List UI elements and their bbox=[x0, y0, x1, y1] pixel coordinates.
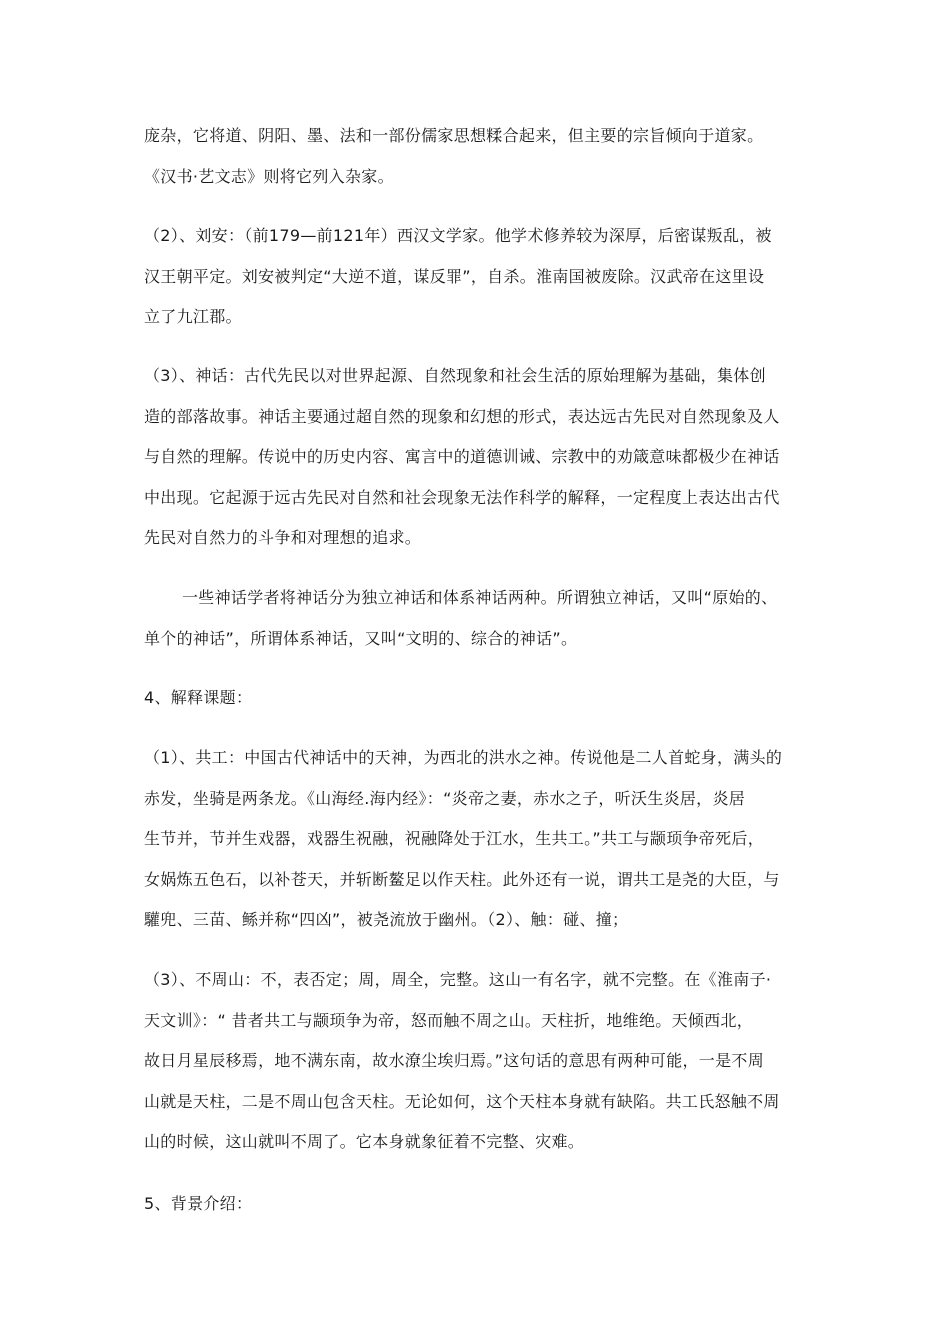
text-line: 单个的神话”，所谓体系神话，又叫“文明的、综合的神话”。 bbox=[144, 628, 578, 648]
text-line: 山的时候，这山就叫不周了。它本身就象征着不完整、灾难。 bbox=[144, 1132, 585, 1151]
text-line: 4、解释课题： bbox=[144, 688, 253, 707]
paragraph-buzhoushan bbox=[144, 960, 814, 1163]
text-line: 故日月星辰移焉，地不满东南，故水潦尘埃归焉。”这句话的意思有两种可能，一是不周 bbox=[144, 1051, 764, 1070]
text-line: 山就是天柱，二是不周山包含天柱。无论如何，这个天柱本身就有缺陷。共工氏怒触不周 bbox=[144, 1091, 780, 1111]
text-line: 生节并，节并生戏器，戏器生祝融，祝融降处于江水，生共工。”共工与颛顼争帝死后， bbox=[144, 829, 764, 848]
text-line: 5、背景介绍： bbox=[144, 1194, 253, 1213]
text-line: 汉王朝平定。刘安被判定“大逆不道，谋反罪”，自杀。淮南国被废除。汉武帝在这里设 bbox=[144, 266, 765, 286]
text-line: 赤发，坐骑是两条龙。《山海经.海内经》：“炎帝之妻，赤水之子，听沃生炎居，炎居 bbox=[144, 788, 746, 808]
paragraph-intro bbox=[144, 116, 814, 197]
text-line: （3）、不周山：不，表否定；周，周全，完整。这山一有名字，就不完整。在《淮南子· bbox=[144, 970, 772, 989]
section-heading-5 bbox=[144, 1184, 814, 1225]
paragraph-shenhua bbox=[144, 356, 814, 559]
text-line: 立了九江郡。 bbox=[144, 307, 242, 326]
text-line: 天文训》：“ 昔者共工与颛顼争为帝，怒而触不周之山。天柱折，地维绝。天倾西北， bbox=[144, 1010, 754, 1030]
paragraph-liuan bbox=[144, 216, 814, 338]
text-line: 中出现。它起源于远古先民对自然和社会现象无法作科学的解释，一定程度上表达出古代 bbox=[144, 487, 780, 507]
paragraph-gonggong bbox=[144, 738, 814, 941]
section-heading-4 bbox=[144, 678, 814, 719]
text-line: 女娲炼五色石，以补苍天，并斩断鳌足以作天柱。此外还有一说，谓共工是尧的大臣，与 bbox=[144, 869, 780, 889]
text-line: 造的部落故事。神话主要通过超自然的现象和幻想的形式，表达远古先民对自然现象及人 bbox=[144, 406, 780, 426]
text-line: 先民对自然力的斗争和对理想的追求。 bbox=[144, 528, 422, 547]
text-line: 一些神话学者将神话分为独立神话和体系神话两种。所谓独立神话，又叫“原始的、 bbox=[182, 588, 778, 607]
text-line: 庞杂，它将道、阴阳、墨、法和一部份儒家思想糅合起来，但主要的宗旨倾向于道家。 bbox=[144, 126, 764, 145]
paragraph-fenlei bbox=[144, 578, 814, 659]
text-line: （1）、共工：中国古代神话中的天神，为西北的洪水之神。传说他是二人首蛇身，满头的 bbox=[144, 748, 783, 767]
text-line: 驩兜、三苗、鲧并称“四凶”，被尧流放于幽州。（2）、触：碰、撞； bbox=[144, 910, 629, 929]
text-line: 与自然的理解。传说中的历史内容、寓言中的道德训诫、宗教中的劝箴意味都极少在神话 bbox=[144, 447, 780, 466]
text-line: 《汉书·艺文志》则将它列入杂家。 bbox=[144, 166, 394, 186]
text-line: （3）、神话：古代先民以对世界起源、自然现象和社会生活的原始理解为基础，集体创 bbox=[144, 366, 766, 385]
text-line: （2）、刘安：（前179—前121年）西汉文学家。他学术修养较为深厚，后密谋叛乱，被 bbox=[144, 226, 772, 245]
